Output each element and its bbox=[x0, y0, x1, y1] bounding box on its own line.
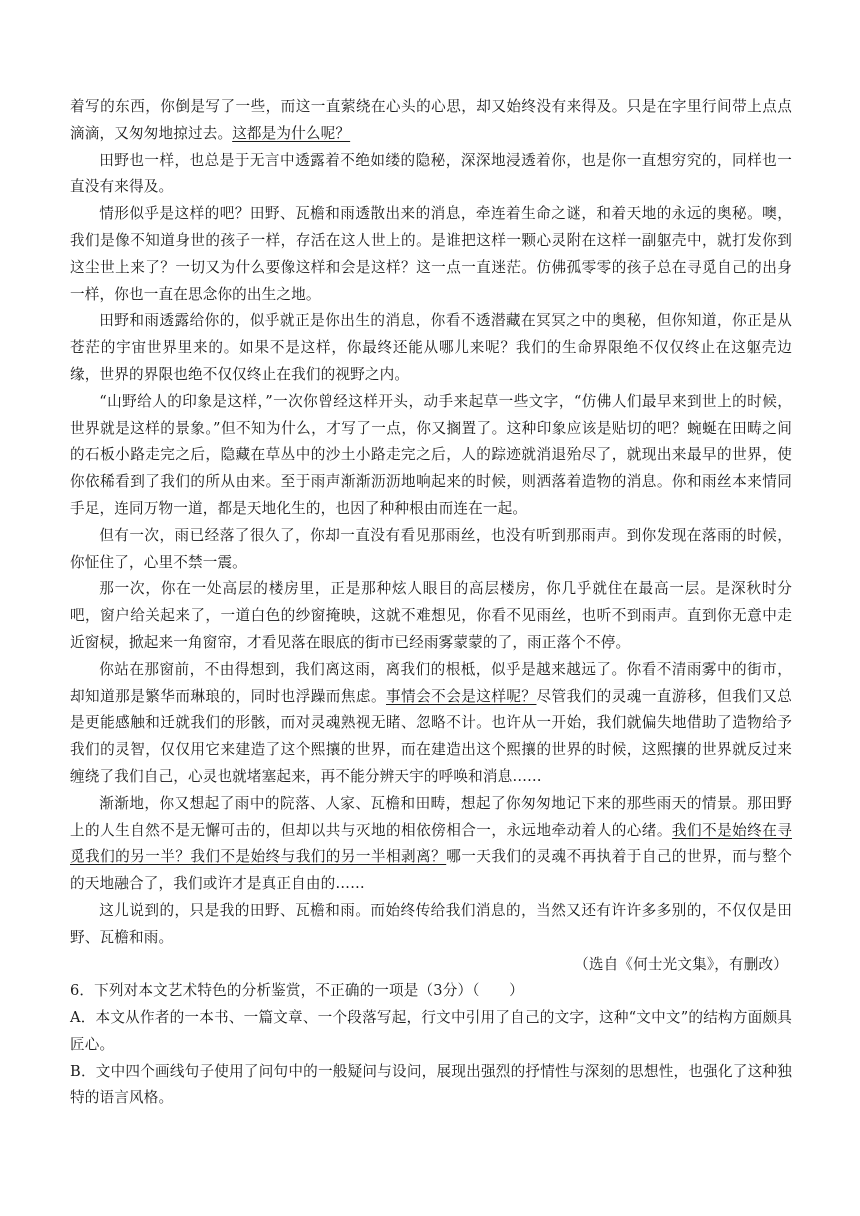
article-paragraph-4: “山野给人的印象是这样，”一次你曾经这样开头，动手来起草一些文字，“仿佛人们最早来到世上的时候，世界就是这样的景象。”但不知为什么，才写了一点，你又搁置了。这种印象应该是贴切的吧？蜿蜒在田畴之间的石板小路走完之后，隐藏在草丛中的沙土小路走完之后，人的踪迹就消退殆尽了，就现出来最早的世界，使你依稀看到了我们的所从由来。至于雨声渐渐沥沥地响起来的时候，则洒落着造物的消息。你和雨丝本来情同手足，连同万物一道，都是天地化生的，也因了种种根由而连在一起。 bbox=[70, 392, 792, 517]
article-paragraph-0 bbox=[70, 94, 792, 148]
paragraph-text: 着写的东西，你倒是写了一些，而这一直萦绕在心头的心思，却又始终没有来得及。只是在字里行间带上点点滴滴，又匆匆地掠过去。 bbox=[70, 98, 792, 142]
paragraph-text: 尽管我们的灵魂一直游移，但我们又总是更能感触和迁就我们的形骸，而对灵魂熟视无睹、忽略不计。也许从一开始，我们就偏失地借助了造物给予我们的灵智，仅仅用它来建造了这个熙攘的世界，而在建造出这个熙攘的世界的时候，这熙攘的世界就反过来缠绕了我们自己，心灵也就堵塞起来，再不能分辨天宇的呼唤和消息…… bbox=[70, 687, 792, 785]
exam-page bbox=[70, 94, 792, 1112]
paragraph-text: 渐渐地，你又想起了雨中的院落、人家、瓦檐和田畴，想起了你匆匆地记下来的那些雨天的情景。那田野上的人生自然不是无懈可击的，但却以共与灭地的相依傍相合一，永远地牵动着人的心绪。 bbox=[70, 794, 792, 839]
article-paragraph-2: 情形似乎是这样的吧？田野、瓦檐和雨透散出来的消息，牵连着生命之谜，和着天地的永远的奥秘。噢，我们是像不知道身世的孩子一样，存活在这人世上的。是谁把这样一颗心灵附在这样一副躯壳中，就打发你到这尘世上来了？一切又为什么要像这样和会是这样？这一点一直迷茫。仿佛孤零零的孩子总在寻觅自己的出身一样，你也一直在思念你的出生之地。 bbox=[70, 205, 792, 303]
article-paragraph-1: 田野也一样，也总是于无言中透露着不绝如缕的隐秘，深深地浸透着你，也是你一直想穷究的，同样也一直没有来得及。 bbox=[70, 151, 792, 196]
underlined-question-3: 我们不是始终在寻觅我们的另一半？我们不是始终与我们的另一半相剥离？ bbox=[70, 821, 792, 866]
article-paragraph-9: 这儿说到的，只是我的田野、瓦檐和雨。而始终传给我们消息的，当然又还有许许多多别的，不仅仅是田野、瓦檐和雨。 bbox=[70, 901, 792, 946]
underlined-question-1: 这都是为什么呢？ bbox=[232, 124, 351, 142]
article-paragraph-3: 田野和雨透露给你的，似乎就正是你出生的消息，你看不透潜藏在冥冥之中的奥秘，但你知道，你正是从苍茫的宇宙世界里来的。如果不是这样，你最终还能从哪儿来呢？我们的生命界限绝不仅仅终止在这躯壳边缘，世界的界限也绝不仅仅终止在我们的视野之内。 bbox=[70, 312, 792, 383]
paragraph-text: 你站在那窗前，不由得想到，我们离这雨，离我们的根柢，似乎是越来越远了。你看不清雨雾中的街市，却知道那是繁华而琳琅的，同时也浮躁而焦虑。 bbox=[70, 660, 792, 705]
article-source: （选自《何士光文集》，有删改） bbox=[574, 955, 788, 973]
question-option-a: A．本文从作者的一本书、一篇文章、一个段落写起，行文中引用了自己的文字，这种“文中文”的结构方面颇具匠心。 bbox=[70, 1009, 792, 1053]
article-paragraph-8 bbox=[70, 791, 792, 898]
question-option-b: B．文中四个画线句子使用了问句中的一般疑问与设问，展现出强烈的抒情性与深刻的思想性，也强化了这种独特的语言风格。 bbox=[70, 1062, 792, 1107]
article-paragraph-6: 那一次，你在一处高层的楼房里，正是那种炫人眼目的高层楼房，你几乎就住在最高一层。是深秋时分吧，窗户给关起来了，一道白色的纱窗掩映，这就不难想见，你看不见雨丝，也听不到雨声。直到你无意中走近窗棂，掀起来一角窗帘，才看见落在眼底的街市已经雨雾蒙蒙的了，雨正落个不停。 bbox=[70, 580, 792, 651]
paragraph-text: 哪一天我们的灵魂不再执着于自己的世界，而与整个的天地融合了，我们或许才是真正自由的…… bbox=[70, 848, 792, 893]
underlined-question-2: 事情会不会是这样呢？ bbox=[386, 687, 537, 705]
article-paragraph-7 bbox=[70, 657, 792, 791]
article-paragraph-5: 但有一次，雨已经落了很久了，你却一直没有看见那雨丝，也没有听到那雨声。到你发现在落雨的时候，你怔住了，心里不禁一震。 bbox=[70, 526, 792, 571]
question-stem: 6．下列对本文艺术特色的分析鉴赏，不正确的一项是（3分）（ ） bbox=[70, 982, 524, 1000]
